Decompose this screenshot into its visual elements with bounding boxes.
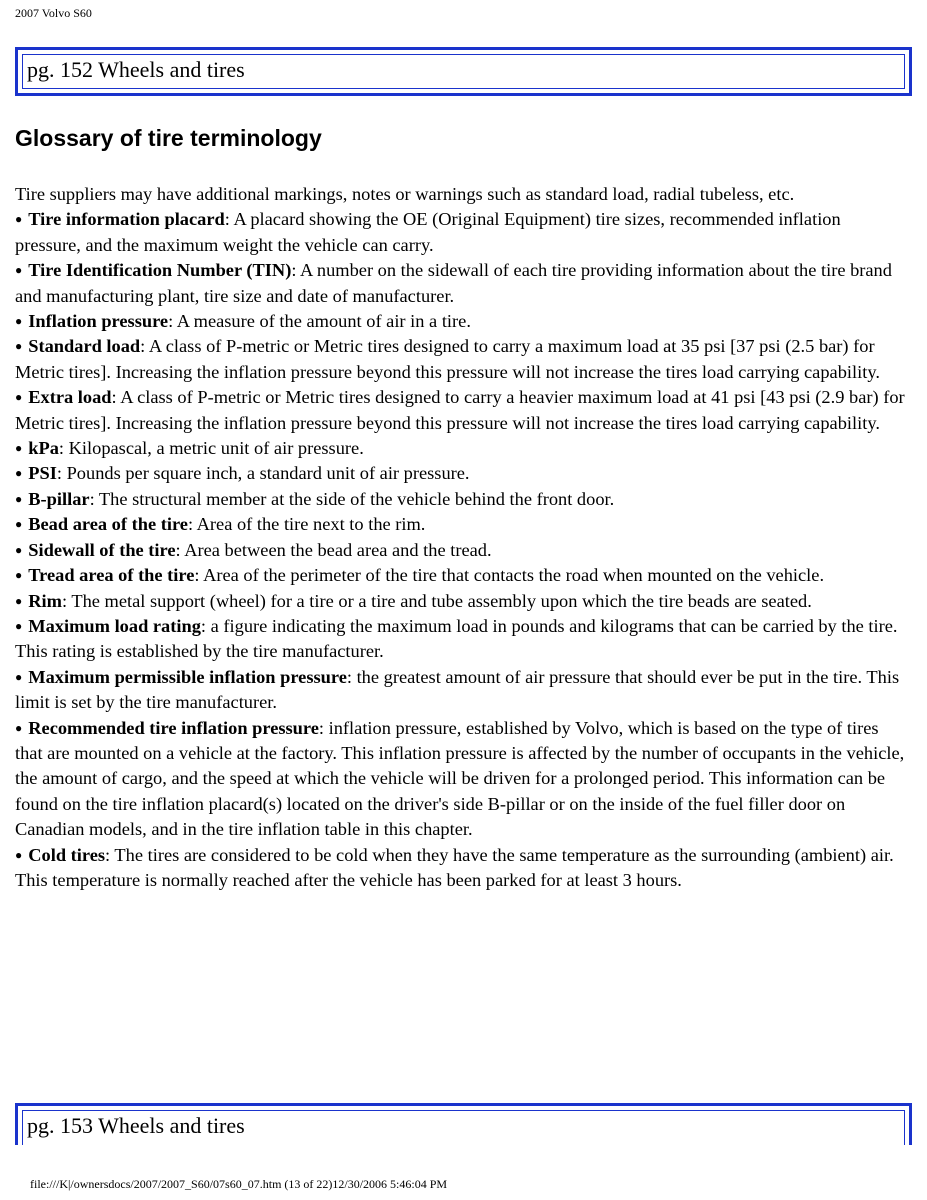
- bullet-icon: ●: [15, 669, 23, 684]
- glossary-term: PSI: [28, 463, 57, 484]
- glossary-definition: : inflation pressure, established by Volvo, which is based on the type of tires that are mounted on a vehicle at the factory. This inflation pressure is affected by the number of occupants in the vehicle, the amount of cargo, and the speed at which the vehicle will be driven for a prolonged period. This information can be found on the tire inflation placard(s) located on the driver's side B-pillar or on the inside of the fuel filler door on Canadian models, and in the tire inflation table in this chapter.: [15, 717, 905, 840]
- page-heading-box: [15, 47, 912, 96]
- document-header: 2007 Volvo S60: [15, 6, 92, 20]
- glossary-item: [15, 461, 907, 486]
- glossary-term: Inflation pressure: [28, 311, 169, 332]
- glossary-item: [15, 334, 907, 385]
- bullet-icon: ●: [15, 491, 23, 506]
- bullet-icon: ●: [15, 212, 23, 227]
- bullet-icon: ●: [15, 593, 23, 608]
- glossary-item: [15, 589, 907, 614]
- glossary-term: Extra load: [28, 387, 112, 408]
- glossary-term: Standard load: [28, 336, 141, 357]
- document-footer-path: file:///K|/ownersdocs/2007/2007_S60/07s60_07.htm (13 of 22)12/30/2006 5:46:04 PM: [30, 1177, 448, 1191]
- bullet-icon: ●: [15, 542, 23, 557]
- bullet-icon: ●: [15, 720, 23, 735]
- glossary-term: Tire Identification Number (TIN): [28, 260, 292, 281]
- glossary-term: Tire information placard: [28, 209, 225, 230]
- glossary-definition: : Area between the bead area and the tread.: [175, 539, 492, 560]
- section-title: Glossary of tire terminology: [15, 125, 322, 151]
- glossary-term: Bead area of the tire: [28, 514, 188, 535]
- glossary-term: Maximum load rating: [28, 615, 201, 636]
- bullet-icon: ●: [15, 618, 23, 633]
- bullet-icon: ●: [15, 847, 23, 862]
- bullet-icon: ●: [15, 517, 23, 532]
- glossary-item: [15, 512, 907, 537]
- bullet-icon: ●: [15, 339, 23, 354]
- bullet-icon: ●: [15, 263, 23, 278]
- page-heading-text: pg. 152 Wheels and tires: [22, 54, 905, 89]
- glossary-term: Cold tires: [28, 844, 106, 865]
- glossary-content: [15, 182, 907, 893]
- glossary-definition: : a figure indicating the maximum load in pounds and kilograms that can be carried by the tire. This rating is established by the tire manufacturer.: [15, 615, 898, 662]
- glossary-item: [15, 614, 907, 665]
- glossary-definition: : Kilopascal, a metric unit of air pressure.: [58, 438, 364, 459]
- glossary-item: [15, 309, 907, 334]
- next-page-heading-box: [15, 1103, 912, 1145]
- glossary-term: Tread area of the tire: [28, 565, 195, 586]
- glossary-term: B-pillar: [28, 488, 90, 509]
- glossary-item: [15, 843, 907, 894]
- glossary-item: [15, 207, 907, 258]
- glossary-item: [15, 385, 907, 436]
- glossary-item: [15, 563, 907, 588]
- glossary-definition: : Area of the tire next to the rim.: [187, 514, 426, 535]
- bullet-icon: ●: [15, 466, 23, 481]
- bullet-icon: ●: [15, 390, 23, 405]
- bullet-icon: ●: [15, 441, 23, 456]
- glossary-definition: : A placard showing the OE (Original Equipment) tire sizes, recommended inflation pressure, and the maximum weight the vehicle can carry.: [15, 209, 841, 255]
- glossary-definition: : A measure of the amount of air in a tire.: [168, 311, 471, 332]
- glossary-term: Recommended tire inflation pressure: [28, 717, 319, 738]
- glossary-definition: : Area of the perimeter of the tire that contacts the road when mounted on the vehicle.: [194, 565, 825, 586]
- glossary-list: [15, 207, 907, 893]
- bullet-icon: ●: [15, 568, 23, 583]
- glossary-item: [15, 487, 907, 512]
- glossary-term: Rim: [28, 590, 62, 611]
- next-page-heading-text: pg. 153 Wheels and tires: [22, 1110, 905, 1145]
- glossary-item: [15, 538, 907, 563]
- glossary-definition: : The tires are considered to be cold when they have the same temperature as the surrounding (ambient) air. This temperature is normally reached after the vehicle has been parked for at least 3 hours.: [15, 844, 894, 890]
- bullet-icon: ●: [15, 314, 23, 329]
- glossary-term: Maximum permissible inflation pressure: [28, 666, 347, 687]
- glossary-item: [15, 716, 907, 843]
- glossary-item: [15, 258, 907, 309]
- glossary-definition: : The structural member at the side of the vehicle behind the front door.: [89, 488, 615, 509]
- glossary-item: [15, 665, 907, 716]
- glossary-definition: : the greatest amount of air pressure that should ever be put in the tire. This limit is set by the tire manufacturer.: [15, 666, 900, 713]
- intro-paragraph: Tire suppliers may have additional markings, notes or warnings such as standard load, radial tubeless, etc.: [15, 184, 795, 204]
- glossary-term: Sidewall of the tire: [28, 539, 176, 560]
- glossary-definition: : A class of P-metric or Metric tires designed to carry a heavier maximum load at 41 psi [43 psi (2.9 bar) for Metric tires]. Increasing the inflation pressure beyond this pressure will not increase the tires load carrying capability.: [15, 387, 905, 433]
- glossary-definition: : Pounds per square inch, a standard unit of air pressure.: [56, 463, 470, 484]
- glossary-definition: : The metal support (wheel) for a tire or a tire and tube assembly upon which the tire beads are seated.: [61, 590, 812, 611]
- glossary-definition: : A number on the sidewall of each tire providing information about the tire brand and manufacturing plant, tire size and date of manufacturer.: [15, 260, 892, 306]
- glossary-term: kPa: [28, 438, 59, 459]
- glossary-item: [15, 436, 907, 461]
- glossary-definition: : A class of P-metric or Metric tires designed to carry a maximum load at 35 psi [37 psi (2.5 bar) for Metric tires]. Increasing the inflation pressure beyond this pressure will not increase the tires load carrying capability.: [15, 336, 880, 382]
